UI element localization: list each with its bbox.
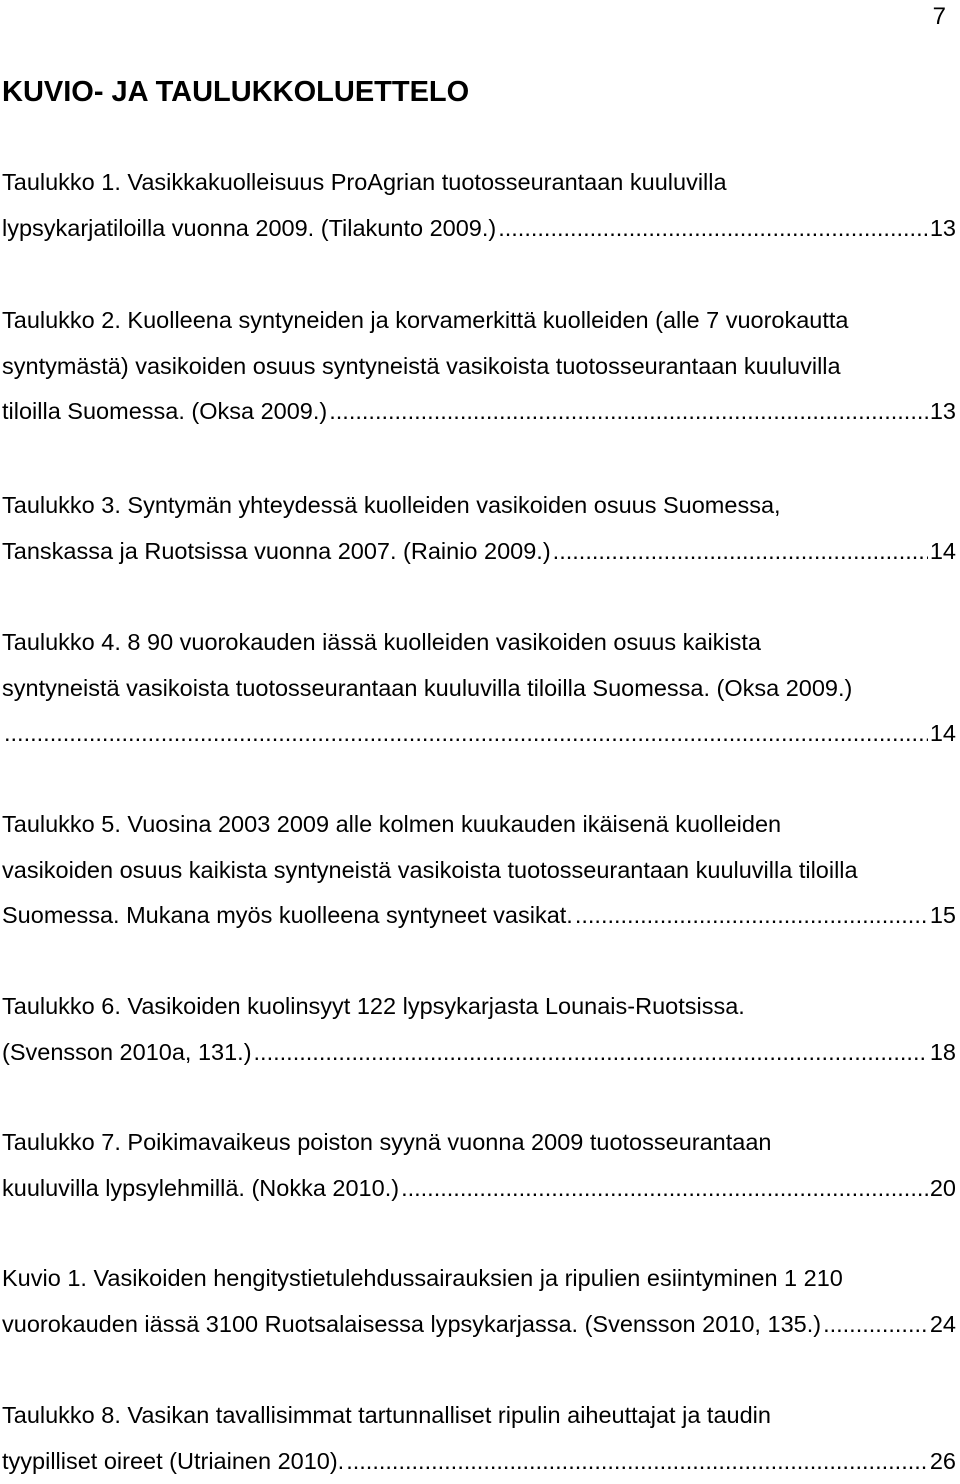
entry-last-line (2, 1166, 956, 1212)
page-reference: 18 (930, 1030, 956, 1076)
entry-line: Taulukko 6. Vasikoiden kuolinsyyt 122 lypsykarjasta Lounais-Ruotsissa. (2, 984, 956, 1030)
dot-leader (575, 893, 928, 939)
page-number: 7 (933, 0, 946, 34)
dot-leader (254, 1030, 928, 1076)
entry-last-line (2, 1302, 956, 1348)
page-reference: 14 (930, 529, 956, 575)
toc-entry-taulukko-3[interactable] (2, 483, 956, 574)
dot-leader (329, 389, 928, 435)
entry-last-line (2, 893, 956, 939)
page-reference: 20 (930, 1166, 956, 1212)
entry-line: Taulukko 2. Kuolleena syntyneiden ja korvamerkittä kuolleiden (alle 7 vuorokautta (2, 298, 956, 344)
entry-line: kuuluvilla lypsylehmillä. (Nokka 2010.) (2, 1166, 399, 1212)
entry-line: (Svensson 2010a, 131.) (2, 1030, 252, 1076)
toc-entry-taulukko-7[interactable] (2, 1120, 956, 1211)
entry-line: tyypilliset oireet (Utriainen 2010). (2, 1439, 344, 1484)
entry-line: Taulukko 5. Vuosina 2003 2009 alle kolmen kuukauden ikäisenä kuolleiden (2, 802, 956, 848)
entry-line: syntymästä) vasikoiden osuus syntyneistä vasikoista tuotosseurantaan kuuluvilla (2, 344, 956, 390)
entry-last-line (2, 389, 956, 435)
entry-line: Kuvio 1. Vasikoiden hengitystietulehdussairauksien ja ripulien esiintyminen 1 210 (2, 1256, 956, 1302)
page-reference: 14 (930, 711, 956, 757)
entry-last-line (2, 1030, 956, 1076)
page-reference: 24 (930, 1302, 956, 1348)
entry-line: Tanskassa ja Ruotsissa vuonna 2007. (Rainio 2009.) (2, 529, 551, 575)
page-reference: 13 (930, 206, 956, 252)
entry-line: tiloilla Suomessa. (Oksa 2009.) (2, 389, 327, 435)
entry-line: Taulukko 8. Vasikan tavallisimmat tartunnalliset ripulin aiheuttajat ja taudin (2, 1393, 956, 1439)
entry-last-line (2, 1439, 956, 1484)
page-reference: 13 (930, 389, 956, 435)
entry-last-line (2, 529, 956, 575)
entry-line: vuorokauden iässä 3100 Ruotsalaisessa lypsykarjassa. (Svensson 2010, 135.) (2, 1302, 821, 1348)
toc-entry-kuvio-1[interactable] (2, 1256, 956, 1347)
dot-leader (401, 1166, 928, 1212)
toc-entry-taulukko-8[interactable] (2, 1393, 956, 1484)
toc-entry-taulukko-2[interactable] (2, 298, 956, 435)
dot-leader (823, 1302, 928, 1348)
entry-line: Taulukko 7. Poikimavaikeus poiston syynä vuonna 2009 tuotosseurantaan (2, 1120, 956, 1166)
dot-leader (498, 206, 928, 252)
entry-line: Taulukko 1. Vasikkakuolleisuus ProAgrian tuotosseurantaan kuuluvilla (2, 160, 956, 206)
entry-line: vasikoiden osuus kaikista syntyneistä vasikoista tuotosseurantaan kuuluvilla tiloilla (2, 848, 956, 894)
toc-entry-taulukko-1[interactable] (2, 160, 956, 251)
entry-line: Suomessa. Mukana myös kuolleena syntyneet vasikat. (2, 893, 573, 939)
toc-entry-taulukko-6[interactable] (2, 984, 956, 1075)
page-reference: 15 (930, 893, 956, 939)
entry-last-line (2, 711, 956, 757)
dot-leader (553, 529, 928, 575)
entry-line: lypsykarjatiloilla vuonna 2009. (Tilakunto 2009.) (2, 206, 496, 252)
dot-leader (346, 1439, 928, 1484)
page-reference: 26 (930, 1439, 956, 1484)
dot-leader (4, 711, 928, 757)
page-title: KUVIO- JA TAULUKKOLUETTELO (2, 72, 469, 112)
entry-line: Taulukko 4. 8 90 vuorokauden iässä kuolleiden vasikoiden osuus kaikista (2, 620, 956, 666)
entry-line: Taulukko 3. Syntymän yhteydessä kuolleiden vasikoiden osuus Suomessa, (2, 483, 956, 529)
toc-entry-taulukko-5[interactable] (2, 802, 956, 939)
entry-last-line (2, 206, 956, 252)
toc-entry-taulukko-4[interactable] (2, 620, 956, 757)
entry-line: syntyneistä vasikoista tuotosseurantaan kuuluvilla tiloilla Suomessa. (Oksa 2009.) (2, 666, 956, 712)
